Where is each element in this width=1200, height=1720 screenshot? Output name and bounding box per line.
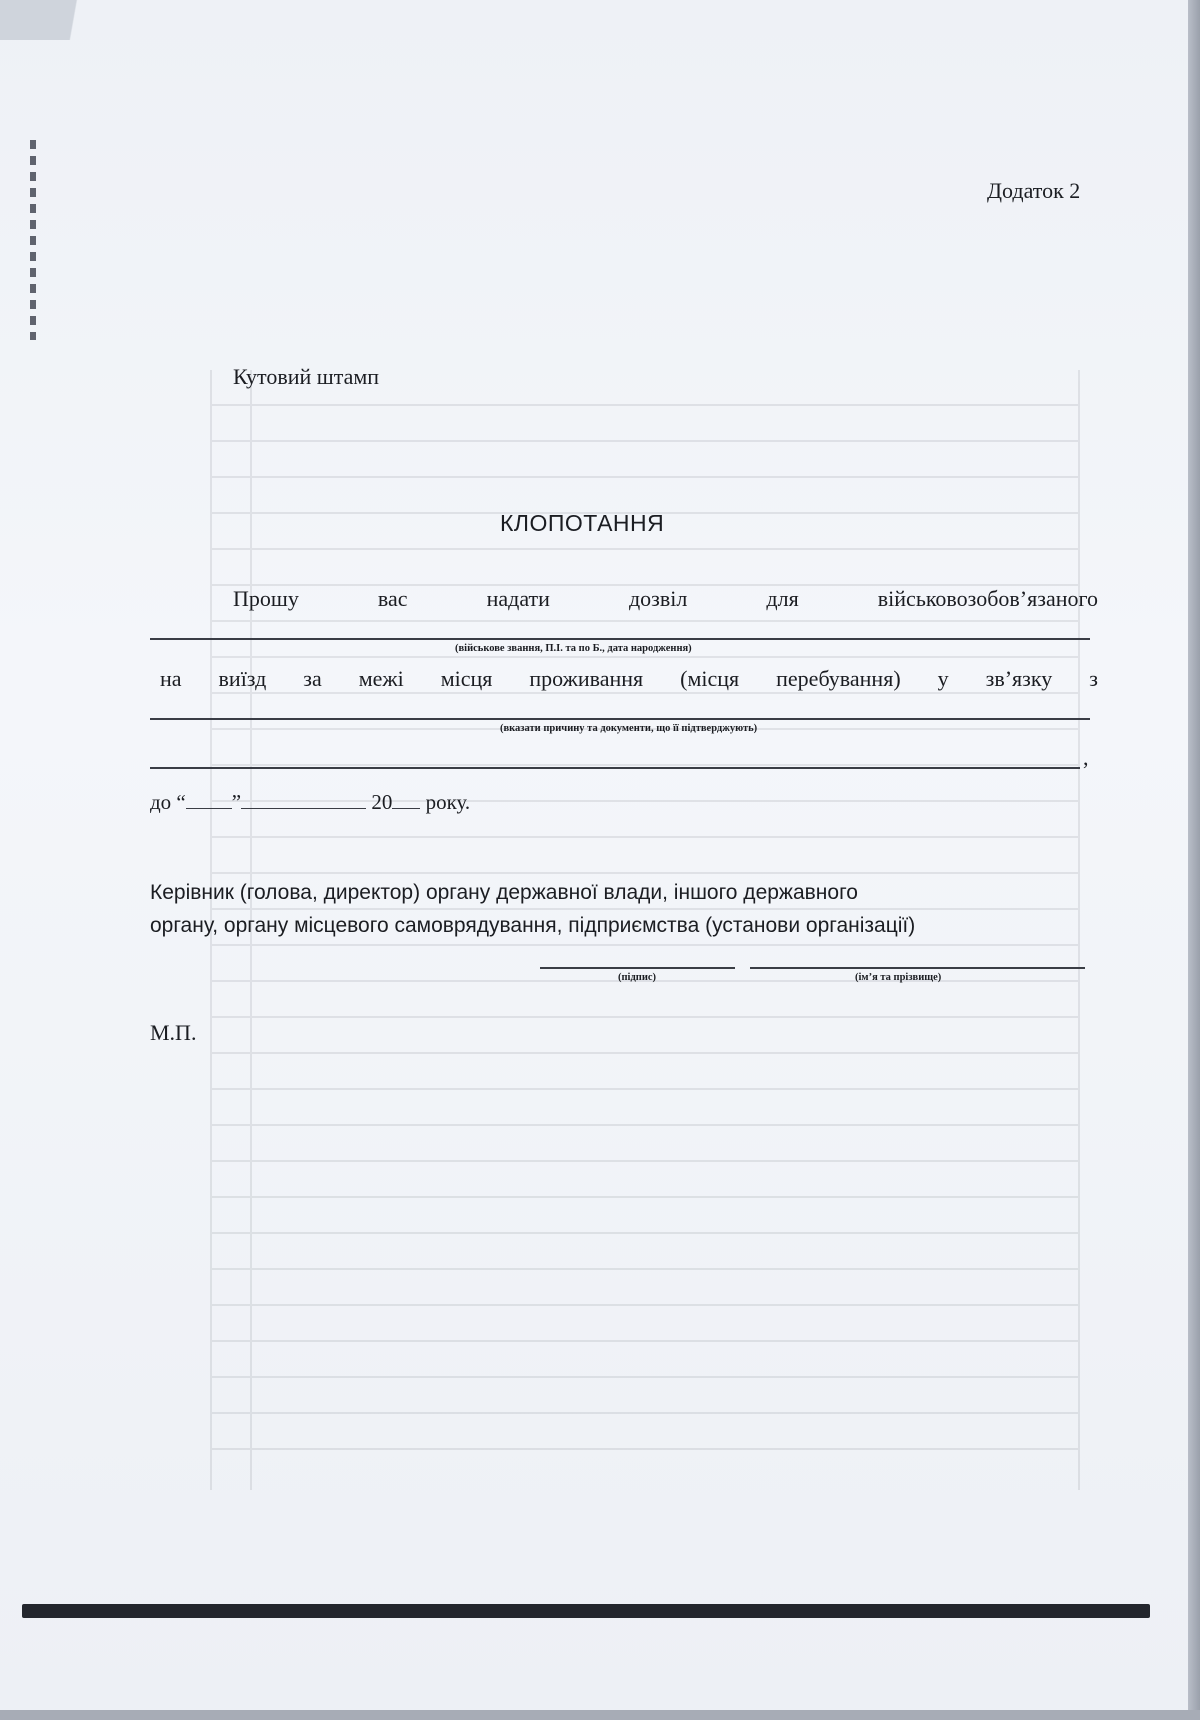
until-suffix: року. (425, 790, 471, 814)
travel-word: з (1089, 666, 1098, 691)
request-word: дозвіл (628, 586, 688, 611)
until-quote: ” (231, 790, 242, 814)
travel-word: на (160, 666, 182, 691)
travel-word: у (937, 666, 949, 691)
request-line (233, 586, 1098, 612)
reason-field-line[interactable] (150, 718, 1090, 720)
person-field-hint: (військове звання, П.І. та по Б., дата народження) (455, 643, 692, 654)
year-blank[interactable] (392, 788, 420, 809)
travel-word: виїзд (218, 666, 267, 691)
addendum-label: Додаток 2 (987, 178, 1081, 203)
document-title: КЛОПОТАННЯ (500, 510, 665, 536)
request-word: вас (377, 586, 408, 611)
request-word: військовозобов’язаного (877, 586, 1098, 611)
bottom-rule (22, 1604, 1150, 1618)
name-line[interactable] (750, 967, 1085, 969)
folded-corner (0, 0, 120, 40)
travel-word: місця (440, 666, 493, 691)
reason-comma: , (1083, 745, 1089, 770)
reason-field-line-2[interactable] (150, 767, 1080, 769)
travel-word: межі (358, 666, 404, 691)
reason-field-hint: (вказати причину та документи, що її підтверджують) (500, 723, 758, 734)
corner-stamp-label: Кутовий штамп (233, 364, 380, 389)
page-bottom-shadow (0, 1710, 1200, 1720)
seal-label: М.П. (150, 1020, 197, 1045)
travel-word: перебування) (776, 666, 901, 691)
request-word: для (766, 586, 799, 611)
page-edge-shadow (1188, 0, 1200, 1720)
request-word: Прошу (233, 586, 299, 611)
head-line-1: Керівник (голова, директор) органу державної влади, іншого державного (150, 881, 858, 904)
signature-line[interactable] (540, 967, 735, 969)
person-field-line[interactable] (150, 638, 1090, 640)
travel-word: за (303, 666, 322, 691)
signature-hint: (підпис) (618, 972, 657, 983)
request-word: надати (486, 586, 550, 611)
head-of-organization-text (150, 876, 1100, 942)
travel-word: зв’язку (985, 666, 1053, 691)
margin-marks (30, 140, 36, 340)
name-hint: (ім’я та прізвище) (855, 972, 942, 983)
head-line-2: органу, органу місцевого самоврядування, підприємства (установи організації) (150, 914, 916, 937)
travel-word: проживання (529, 666, 644, 691)
until-prefix: до “ (150, 790, 186, 814)
day-blank[interactable] (186, 788, 232, 809)
until-year: 20 (371, 790, 393, 814)
travel-word: (місця (680, 666, 740, 691)
until-date-line (150, 788, 470, 815)
travel-line (160, 666, 1098, 692)
month-blank[interactable] (241, 788, 366, 809)
